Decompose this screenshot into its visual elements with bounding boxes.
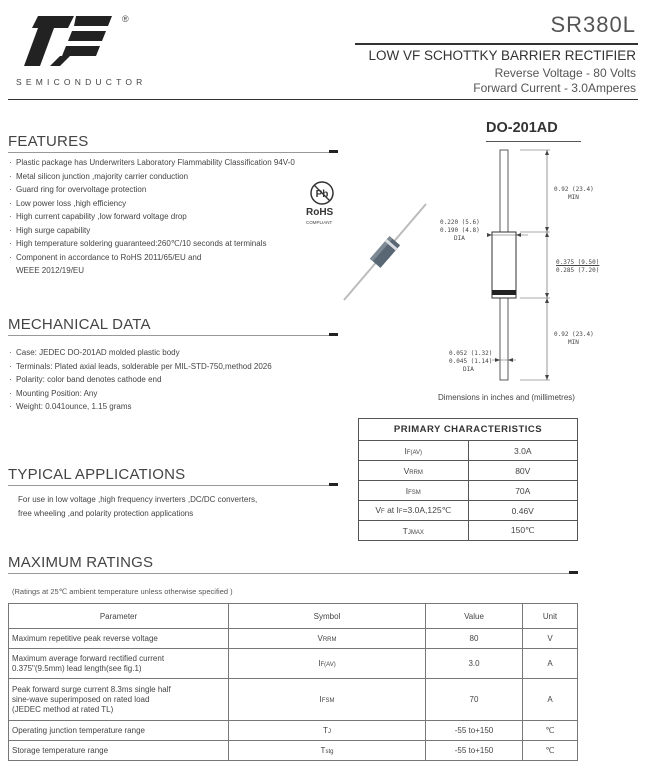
- dim-lead-diameter: 0.052 (1.32) 0.045 (1.14) DIA: [449, 350, 493, 373]
- logo-mark-icon: [14, 14, 114, 72]
- ratings-underline: [8, 573, 578, 574]
- unit-cell: ℃: [523, 721, 578, 741]
- table-row: [359, 441, 578, 461]
- primary-title: PRIMARY CHARACTERISTICS: [359, 419, 578, 441]
- table-row: [9, 629, 578, 649]
- applications-title: TYPICAL APPLICATIONS: [8, 466, 186, 483]
- primary-symbol: IF(AV): [359, 441, 469, 461]
- applications-tab: [329, 483, 338, 486]
- table-header-row: [9, 604, 578, 629]
- mechanical-title: MECHANICAL DATA: [8, 316, 151, 333]
- mechanical-item: · Weight: 0.041ounce, 1.15 grams: [8, 400, 272, 414]
- feature-item: · Guard ring for overvoltage protection: [8, 183, 295, 197]
- table-row: [359, 521, 578, 541]
- column-header: Symbol: [229, 604, 426, 629]
- mechanical-item: · Mounting Position: Any: [8, 387, 272, 401]
- primary-value: 150℃: [468, 521, 578, 541]
- mechanical-underline: [8, 335, 338, 336]
- primary-value: 3.0A: [468, 441, 578, 461]
- ratings-tab: [569, 571, 578, 574]
- primary-characteristics-table: [358, 418, 578, 541]
- applications-underline: [8, 485, 338, 486]
- header-rule: [8, 99, 638, 100]
- dim-lead-bottom: 0.92 (23.4) MIN: [554, 331, 594, 346]
- package-title: DO-201AD: [486, 120, 558, 136]
- param-cell: Operating junction temperature range: [9, 721, 229, 741]
- reverse-voltage: Reverse Voltage - 80 Volts: [494, 66, 636, 80]
- pb-free-icon: [300, 180, 344, 208]
- table-row: [9, 649, 578, 679]
- diode-illustration: [340, 200, 430, 305]
- symbol-cell: Tstg: [229, 741, 426, 761]
- feature-item: · Plastic package has Underwriters Laboratory Flammability Classification 94V-0: [8, 156, 295, 170]
- rohs-label: RoHS: [306, 207, 334, 218]
- primary-value: 70A: [468, 481, 578, 501]
- unit-cell: A: [523, 649, 578, 679]
- value-cell: -55 to+150: [426, 741, 523, 761]
- feature-item: · Component in accordance to RoHS 2011/65/EU and: [8, 251, 295, 265]
- applications-text: For use in low voltage ,high frequency inverters ,DC/DC converters, free wheeling ,and polarity protection applications: [18, 495, 258, 518]
- features-title: FEATURES: [8, 133, 89, 150]
- registered-mark: ®: [122, 14, 129, 24]
- forward-current: Forward Current - 3.0Amperes: [473, 81, 636, 95]
- table-row: [359, 461, 578, 481]
- table-row: [359, 501, 578, 521]
- feature-item: · High temperature soldering guaranteed:260℃/10 seconds at terminals: [8, 237, 295, 251]
- param-cell: Maximum repetitive peak reverse voltage: [9, 629, 229, 649]
- header-divider: [355, 43, 638, 45]
- value-cell: 80: [426, 629, 523, 649]
- mechanical-item: · Polarity: color band denotes cathode end: [8, 373, 272, 387]
- table-row: [9, 721, 578, 741]
- symbol-cell: TJ: [229, 721, 426, 741]
- table-row: [9, 741, 578, 761]
- feature-item: · Low power loss ,high efficiency: [8, 197, 295, 211]
- feature-item-continued: WEEE 2012/19/EU: [16, 266, 85, 275]
- table-row: [359, 481, 578, 501]
- ratings-title: MAXIMUM RATINGS: [8, 554, 154, 571]
- primary-symbol: TJMAX: [359, 521, 469, 541]
- param-cell: Peak forward surge current 8.3ms single half sine-wave superimposed on rated load (JEDEC method at rated TL): [9, 679, 229, 721]
- primary-symbol: VF at IF=3.0A,125℃: [359, 501, 469, 521]
- primary-value: 0.46V: [468, 501, 578, 521]
- maximum-ratings-table: [8, 603, 578, 761]
- features-tab: [329, 150, 338, 153]
- mechanical-tab: [329, 333, 338, 336]
- package-outline-drawing: [430, 145, 635, 385]
- part-number: SR380L: [550, 12, 636, 37]
- feature-item: · Metal silicon junction ,majority carrier conduction: [8, 170, 295, 184]
- dim-lead-top: 0.92 (23.4) MIN: [554, 186, 594, 201]
- feature-item: · High surge capability: [8, 224, 295, 238]
- feature-item: · High current capability ,low forward voltage drop: [8, 210, 295, 224]
- company-logo: [14, 14, 164, 94]
- param-cell: Storage temperature range: [9, 741, 229, 761]
- primary-value: 80V: [468, 461, 578, 481]
- pb-label: Pb: [315, 189, 329, 200]
- package-title-underline: [486, 141, 581, 142]
- value-cell: 3.0: [426, 649, 523, 679]
- column-header: Parameter: [9, 604, 229, 629]
- unit-cell: ℃: [523, 741, 578, 761]
- mechanical-list: [8, 346, 272, 414]
- company-name: SEMICONDUCTOR: [16, 77, 147, 87]
- mechanical-item: · Case: JEDEC DO-201AD molded plastic body: [8, 346, 272, 360]
- product-description: LOW VF SCHOTTKY BARRIER RECTIFIER: [368, 48, 636, 63]
- column-header: Value: [426, 604, 523, 629]
- features-list: [8, 156, 295, 264]
- dim-body-diameter: 0.220 (5.6) 0.190 (4.8) DIA: [440, 219, 480, 242]
- symbol-cell: IFSM: [229, 679, 426, 721]
- value-cell: 70: [426, 679, 523, 721]
- rohs-badge: [300, 180, 344, 230]
- table-row: [9, 679, 578, 721]
- value-cell: -55 to+150: [426, 721, 523, 741]
- param-cell: Maximum average forward rectified current 0.375"(9.5mm) lead length(see fig.1): [9, 649, 229, 679]
- primary-symbol: IFSM: [359, 481, 469, 501]
- symbol-cell: VRRM: [229, 629, 426, 649]
- unit-cell: A: [523, 679, 578, 721]
- dimensions-caption: Dimensions in inches and (millimetres): [438, 393, 575, 402]
- mechanical-item: · Terminals: Plated axial leads, solderable per MIL-STD-750,method 2026: [8, 360, 272, 374]
- unit-cell: V: [523, 629, 578, 649]
- rohs-compliant: COMPLIANT: [306, 220, 333, 225]
- features-underline: [8, 152, 338, 153]
- primary-symbol: VRRM: [359, 461, 469, 481]
- symbol-cell: IF(AV): [229, 649, 426, 679]
- dim-body-length: 0.375 (9.50) 0.285 (7.20): [556, 259, 600, 274]
- ratings-note: (Ratings at 25℃ ambient temperature unless otherwise specified ): [12, 587, 233, 596]
- column-header: Unit: [523, 604, 578, 629]
